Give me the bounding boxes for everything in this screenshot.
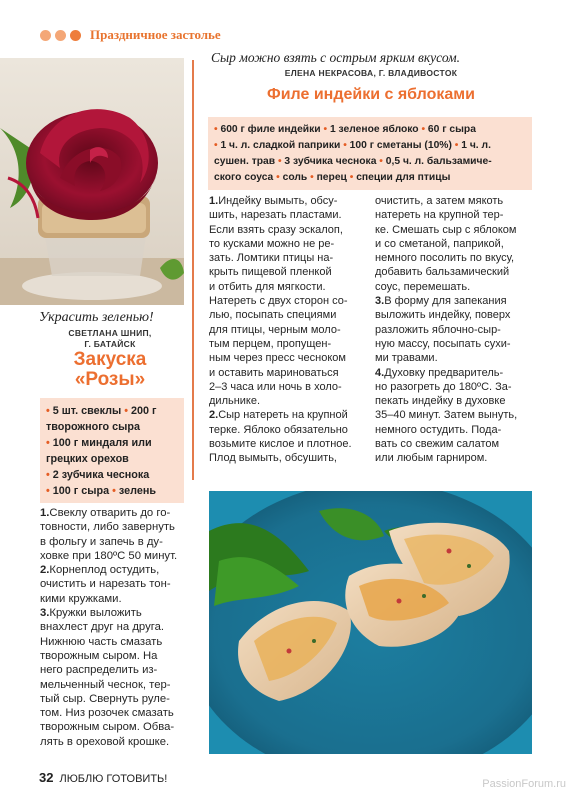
bullet-icon: • [320,124,330,135]
instruction-line [375,280,535,294]
step-text: крыть пищевой пленкой [209,266,332,279]
step-text: Сыр натереть на крупной [218,409,348,422]
instruction-line [375,237,535,251]
ingredient-item: 3 зубчика чеснока [284,156,377,167]
instruction-line [40,506,192,520]
instruction-line [375,408,535,422]
instruction-line [375,437,535,451]
instruction-line [375,294,535,308]
step-text: ховке при 180ºС 50 минут. [40,549,178,562]
step-text: пекать индейку в духовке [375,395,506,408]
step-text: том. Низ розочек смазать [40,707,174,720]
instruction-line [40,563,192,577]
instruction-line [40,706,192,720]
header-dot [55,30,66,41]
beet-rose-photo [0,58,184,305]
recipe-title-line: Закуска [73,349,147,370]
ingredient-item: 2 зубчика чеснока [52,469,150,481]
instruction-line [209,337,369,351]
instruction-line [209,194,369,208]
step-text: ным через пресс чесноком [209,352,346,365]
bullet-icon: • [46,485,53,497]
author-city: Г. БАТАЙСК [84,339,136,349]
step-text: кими кружками. [40,592,122,605]
step-text: тый сыр. Свернуть руле- [40,692,170,705]
bullet-icon: • [46,469,53,481]
step-text: немного посолить по вкусу, [375,252,515,265]
bullet-icon: • [46,437,53,449]
instruction-line [375,208,535,222]
bullet-icon: • [346,172,357,183]
ingredient-item: творожного сыра [46,421,140,433]
bullet-icon: • [109,485,119,497]
instruction-line [40,520,192,534]
ingredient-item: 200 г [131,405,157,417]
step-number: 4. [375,366,385,379]
instruction-line [40,606,192,620]
step-text: Плод вымыть, обсушить, [209,452,337,465]
step-text: Корнеплод остудить, [49,564,160,577]
instruction-line [375,366,535,380]
page-number: 32 [39,770,54,785]
ingredients-box-rozy [40,398,184,503]
header-dot [40,30,51,41]
step-text: 35–40 минут. Затем вынуть, [375,409,518,422]
instruction-line [209,451,369,465]
instruction-line [375,308,535,322]
bullet-icon: • [307,172,317,183]
column-divider [192,60,194,480]
step-number: 2. [209,409,219,422]
instruction-line [375,337,535,351]
instruction-line [209,223,369,237]
step-text: разложить яблочно-сыр- [375,323,501,336]
ingredient-item: 100 г сметаны (10%) [349,140,452,151]
instruction-line [375,251,535,265]
bullet-icon: • [451,140,462,151]
ingredient-item: 600 г филе индейки [220,124,321,135]
recipe-author [38,328,182,350]
instruction-line [375,223,535,237]
instruction-line [40,535,192,549]
ingredient-item: 100 г миндаля или [52,437,152,449]
instruction-line [209,394,369,408]
step-text: внахлест друг на друга. [40,621,165,634]
ingredient-line [214,154,526,170]
ingredient-line [214,138,526,154]
step-text: выложить индейку, поверх [375,309,511,322]
ingredient-line [46,419,178,435]
ingredients-box-turkey [208,117,532,190]
step-number: 2. [40,564,50,577]
step-text: терке. Яблоко обязательно [209,423,348,436]
step-text: лью, посыпать специями [209,309,337,322]
step-text: и оставить мариноваться [209,366,339,379]
step-number: 3. [375,295,385,308]
ingredient-item: соль [282,172,308,183]
ingredient-item: сушен. трав [214,156,276,167]
ingredient-item: специи для птицы [356,172,451,183]
instruction-line [209,237,369,251]
instruction-line [40,663,192,677]
ingredient-item: 1 ч. л. сладкой паприки [220,140,341,151]
step-text: немного остудить. Пода- [375,423,502,436]
photo-caption: Украсить зеленью! [39,310,154,325]
ingredient-item: 1 ч. л. [461,140,491,151]
instruction-line [209,380,369,394]
ingredient-item: перец [316,172,347,183]
step-text: но разогреть до 180ºС. За- [375,380,512,393]
bullet-icon: • [275,156,285,167]
step-text: вать со свежим салатом [375,438,500,451]
step-text: добавить бальзамический [375,266,510,279]
ingredient-line [46,435,178,451]
instruction-line [375,394,535,408]
step-text: для птицы, черным моло- [209,323,341,336]
ingredient-item: ского соуса [214,172,274,183]
instruction-line [40,635,192,649]
step-text: 2–3 часа или ночь в холо- [209,380,342,393]
instruction-line [209,251,369,265]
magazine-name: ЛЮБЛЮ ГОТОВИТЬ! [59,773,168,785]
instruction-line [40,720,192,734]
ingredient-line [214,170,526,186]
instructions-turkey-col2 [375,194,535,466]
step-text: ми травами. [375,352,438,365]
ingredient-item: грецких орехов [46,453,129,465]
section-title: Праздничное застолье [90,27,221,42]
ingredient-line [46,467,178,483]
instruction-line [209,265,369,279]
step-text: возьмите кислое и плотное. [209,438,352,451]
step-text: соус, перемешать. [375,280,471,293]
step-text: или любым гарниром. [375,452,488,465]
ingredient-line [214,122,526,138]
step-text: Нижнюю часть смазать [40,635,163,648]
instruction-line [209,294,369,308]
step-text: ке. Смешать сыр с яблоком [375,223,517,236]
step-text: творожным сыром. Обва- [40,721,175,734]
author-name: СВЕТЛАНА ШНИП, [68,328,152,338]
ingredient-item: 1 зеленое яблоко [329,124,419,135]
step-text: тым перцем, пропущен- [209,337,332,350]
step-text: и отбить для мягкости. [209,280,326,293]
step-text: очистить и нарезать тон- [40,578,171,591]
step-text: Натереть с двух сторон со- [209,295,348,308]
turkey-dish-photo [209,491,532,754]
step-text: В форму для запекания [384,295,507,308]
step-text: творожным сыром. На [40,649,158,662]
step-text: Кружки выложить [49,607,142,620]
step-text: Свеклу отварить до го- [49,507,171,519]
instruction-line [40,549,192,563]
step-text: шить, нарезать пластами. [209,209,342,222]
bullet-icon: • [46,405,53,417]
instruction-line [40,678,192,692]
watermark: PassionForum.ru [482,778,566,790]
page-footer [39,770,167,785]
instruction-line [40,649,192,663]
ingredient-item: зелень [118,485,157,497]
section-header [40,27,221,43]
instruction-line [40,592,192,606]
step-text: зать. Ломтики птицы на- [209,252,334,265]
recipe-title-turkey: Филе индейки с яблоками [267,86,475,103]
ingredient-item: 60 г сыра [427,124,476,135]
bullet-icon: • [214,140,221,151]
step-text: ную массу, посыпать сухи- [375,337,511,350]
instruction-line [40,577,192,591]
ingredient-line [46,483,178,499]
instruction-line [209,408,369,422]
instruction-line [375,423,535,437]
bullet-icon: • [214,124,221,135]
instruction-line [375,451,535,465]
step-text: Духовку предваритель- [384,366,504,379]
ingredient-item: 0,5 ч. л. бальзамиче- [385,156,492,167]
ingredient-line [46,403,178,419]
instruction-line [40,620,192,634]
ingredient-item: 100 г сыра [52,485,110,497]
recipe-title-line: «Розы» [74,369,146,390]
recipe-quote: Сыр можно взять с острым ярким вкусом. [211,50,461,65]
recipe-title-rozy [38,350,182,390]
instruction-line [375,265,535,279]
bullet-icon: • [376,156,386,167]
instruction-line [375,194,535,208]
ingredient-item: 5 шт. свеклы [52,405,122,417]
step-number: 1. [209,195,219,207]
step-text: него распределить из- [40,664,158,677]
instruction-line [209,208,369,222]
step-text: дильнике. [209,395,261,408]
ingredient-line [46,451,178,467]
instruction-line [209,323,369,337]
bullet-icon: • [273,172,283,183]
instructions-turkey-col1 [209,194,369,466]
step-text: лять в ореховой крошке. [40,735,170,748]
step-text: товности, либо завернуть [40,521,175,534]
instruction-line [375,323,535,337]
bullet-icon: • [340,140,350,151]
instruction-line [40,735,192,749]
instruction-line [209,280,369,294]
instruction-line [40,692,192,706]
step-text: Если взять сразу эскалоп, [209,223,343,236]
step-number: 3. [40,607,50,620]
step-text: мельченный чеснок, тер- [40,678,171,691]
instruction-line [375,351,535,365]
bullet-icon: • [418,124,428,135]
bullet-icon: • [121,405,132,417]
step-text: в фольгу и запечь в ду- [40,535,163,548]
instruction-line [209,423,369,437]
recipe-author: ЕЛЕНА НЕКРАСОВА, Г. ВЛАДИВОСТОК [284,68,458,78]
step-text: то кусками можно не ре- [209,237,335,250]
instruction-line [209,437,369,451]
header-dot [70,30,81,41]
instruction-line [209,366,369,380]
step-text: и со сметаной, паприкой, [375,237,504,250]
instructions-rozy [40,506,192,749]
instruction-line [209,351,369,365]
step-number: 1. [40,507,50,519]
step-text: Индейку вымыть, обсу- [218,195,338,207]
step-text: натереть на крупной тер- [375,209,504,222]
instruction-line [375,380,535,394]
step-text: очистить, а затем мякоть [375,195,504,207]
instruction-line [209,308,369,322]
